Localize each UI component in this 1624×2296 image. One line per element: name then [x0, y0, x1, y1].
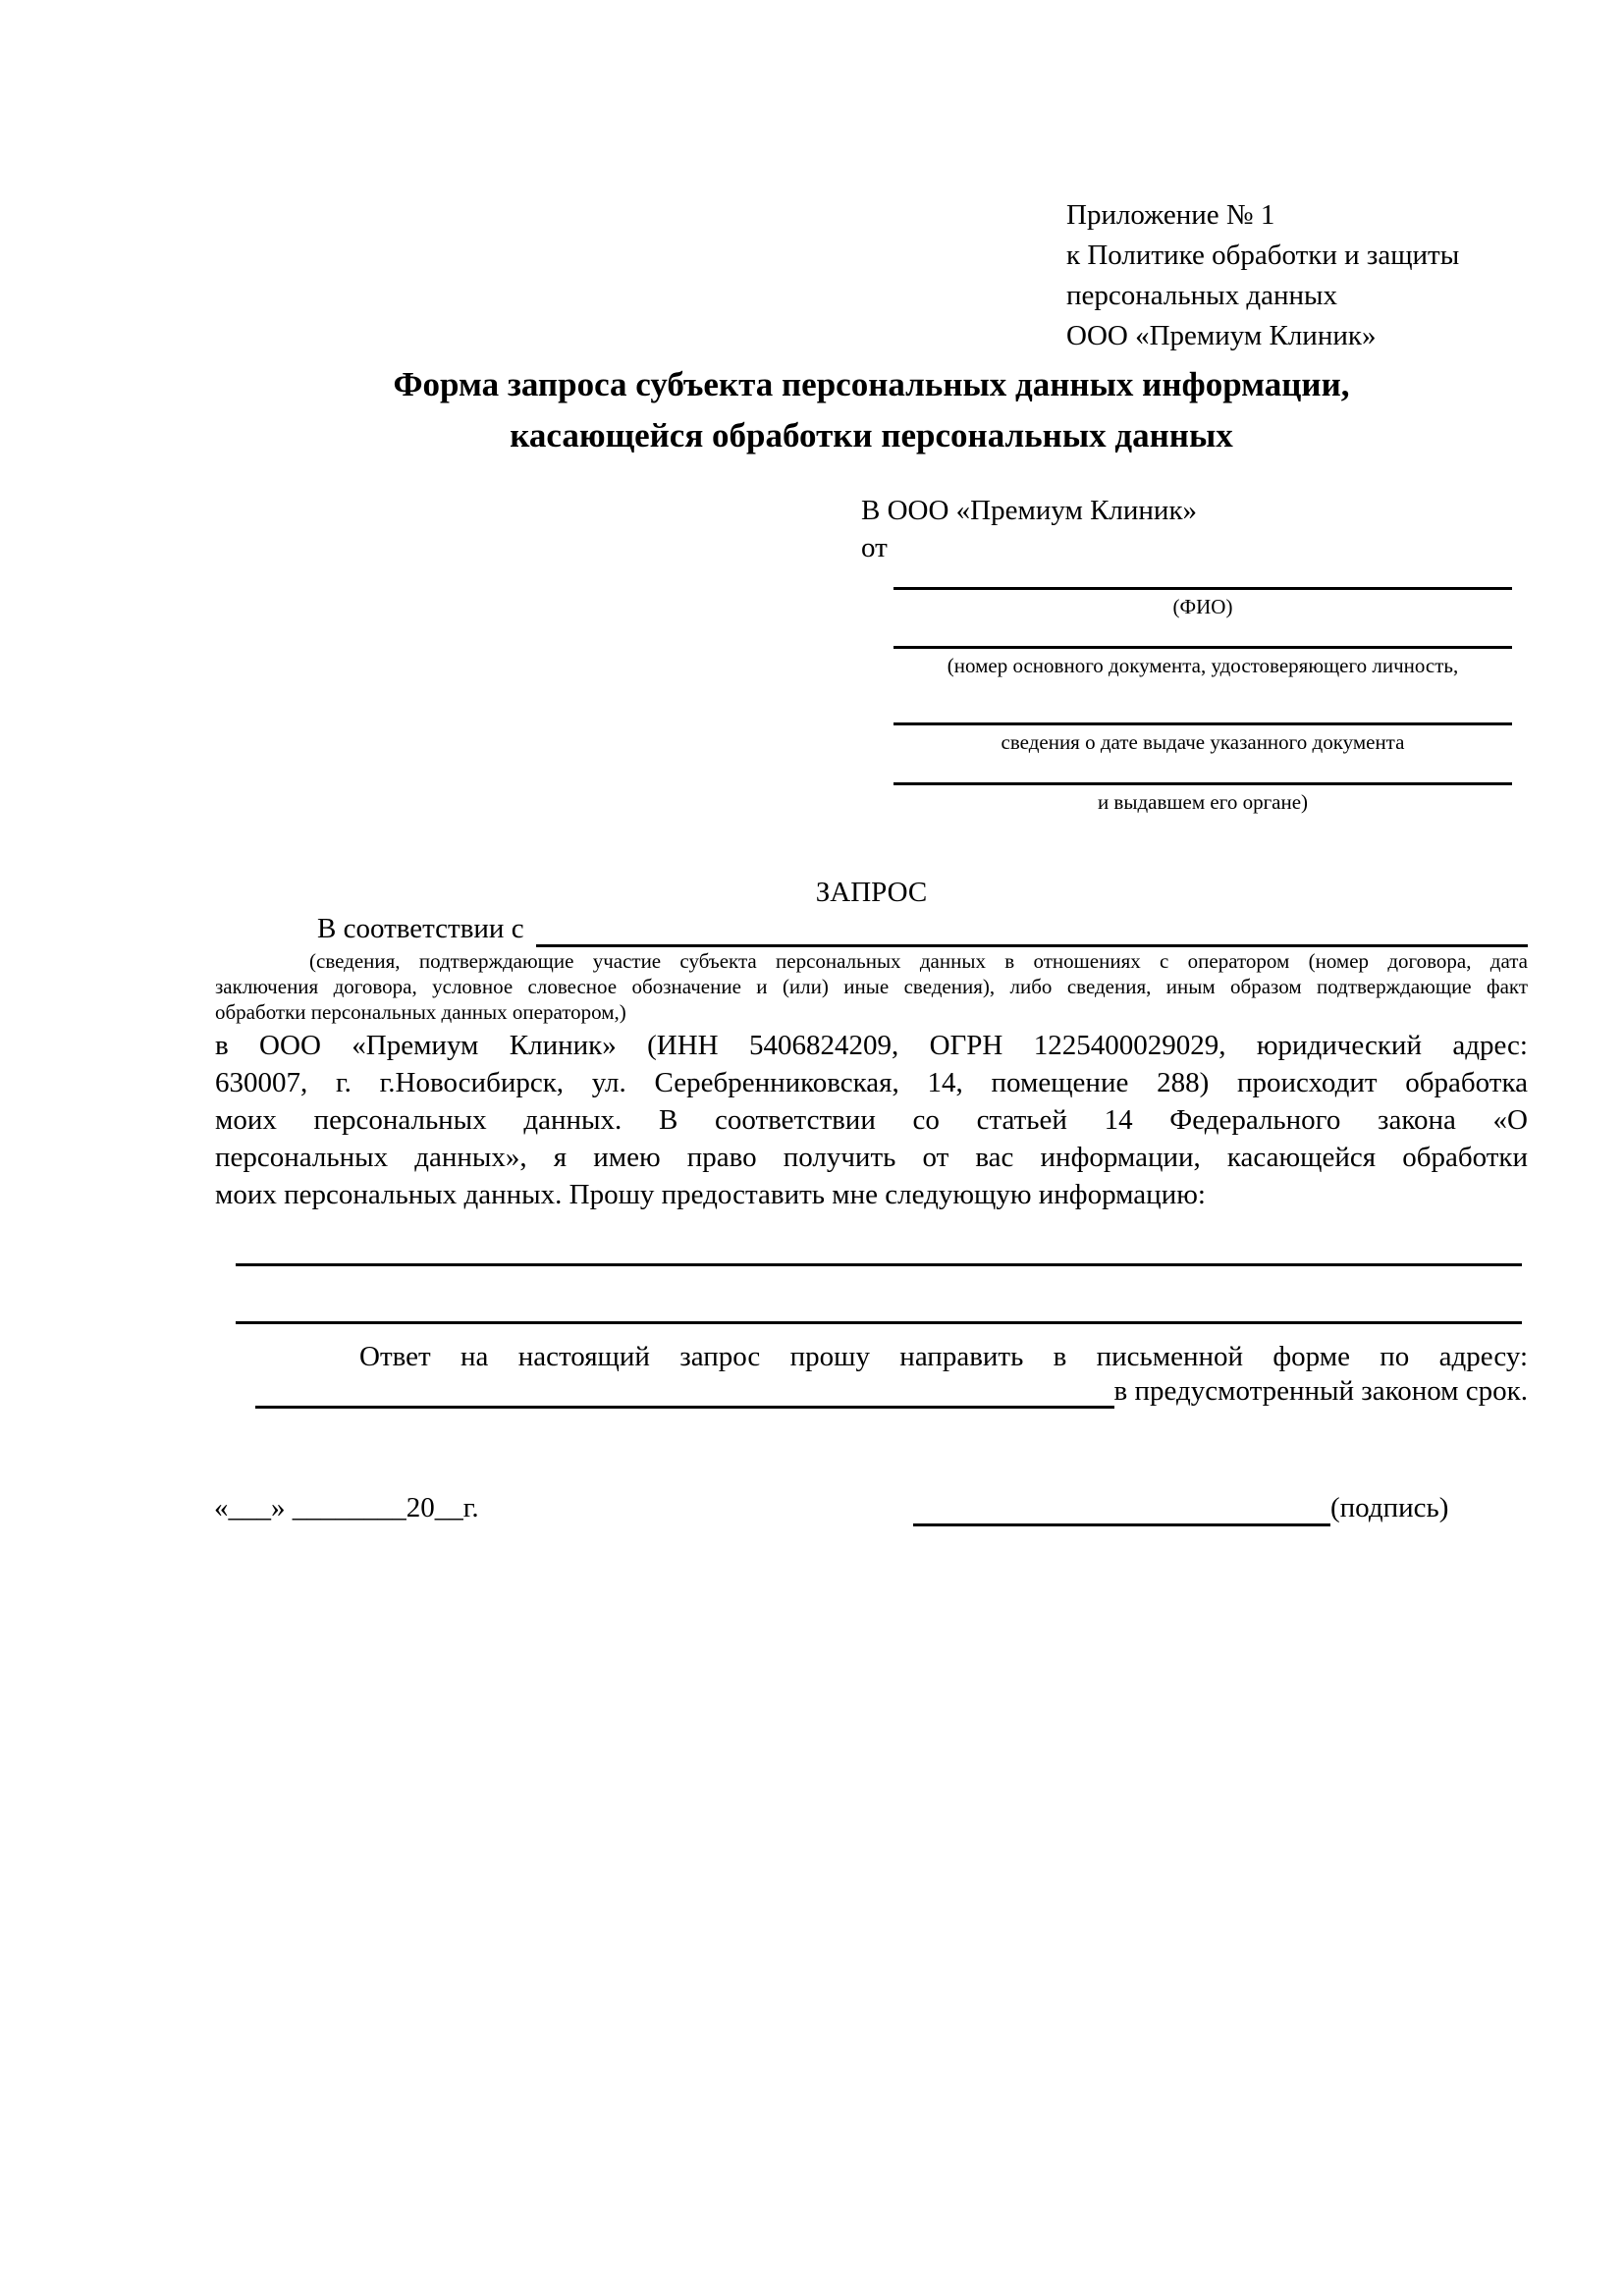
fio-fill-line — [893, 587, 1512, 590]
issuing-authority-field — [893, 782, 1512, 814]
addressee-to: В ООО «Премиум Клиник» — [861, 495, 1198, 526]
intro-prefix: В соответствии с — [317, 913, 524, 944]
appendix-line-2: к Политике обработки и защиты — [1066, 240, 1460, 271]
form-title — [215, 359, 1528, 461]
issuing-authority-caption: и выдавшем его органе) — [1097, 790, 1309, 814]
date-blank-text: «___» ________20__г. — [214, 1492, 479, 1523]
footnote — [215, 948, 1528, 1025]
signature-caption: (подпись) — [1330, 1492, 1449, 1523]
reply-line-2-text: в предусмотренный законом срок. — [1113, 1375, 1528, 1407]
body-line-5: моих персональных данных. Прошу предоставить мне следующую информацию: — [215, 1179, 1206, 1210]
issue-date-fill-line — [893, 722, 1512, 725]
intro-line — [215, 910, 1528, 947]
body-line-3: моих персональных данных. В соответствии со статьей 14 Федерального закона «О — [215, 1104, 1528, 1136]
addressee-from-label: от — [861, 532, 888, 563]
footnote-line-1: (сведения, подтверждающие участие субъекта персональных данных в отношениях с оператором (номер договора, дата — [309, 949, 1528, 973]
footnote-line-2: заключения договора, условное словесное обозначение и (или) иные сведения), либо сведения, иным образом подтверждающие факт — [215, 975, 1528, 998]
footnote-line-3: обработки персональных данных оператором,) — [215, 1000, 626, 1024]
id-document-caption: (номер основного документа, удостоверяющего личность, — [947, 654, 1459, 677]
addressee-block — [861, 492, 1197, 566]
form-title-line-1: Форма запроса субъекта персональных данных информации, — [393, 365, 1350, 403]
request-heading: ЗАПРОС — [815, 877, 928, 908]
issue-date-field — [893, 722, 1512, 754]
form-title-line-2: касающейся обработки персональных данных — [510, 416, 1233, 454]
reply-line-2 — [215, 1373, 1528, 1409]
fio-field — [893, 587, 1512, 618]
blank-fill-line-1 — [236, 1263, 1522, 1266]
fio-caption: (ФИО) — [1172, 595, 1233, 618]
appendix-block — [1066, 195, 1459, 356]
intro-fill-line — [536, 910, 1528, 947]
id-document-fill-line — [893, 646, 1512, 649]
reply-address-fill-line — [255, 1373, 1114, 1409]
issuing-authority-fill-line — [893, 782, 1512, 785]
signature-fill-line — [913, 1489, 1330, 1526]
appendix-line-1: Приложение № 1 — [1066, 199, 1275, 231]
issue-date-caption: сведения о дате выдаче указанного документа — [1001, 730, 1405, 754]
body-line-1: в ООО «Премиум Клиник» (ИНН 5406824209, ОГРН 1225400029029, юридический адрес: — [215, 1030, 1528, 1061]
body-line-4: персональных данных», я имею право получить от вас информации, касающейся обработки — [215, 1142, 1528, 1173]
signature-block — [913, 1489, 1448, 1526]
body-paragraph — [215, 1027, 1528, 1213]
blank-fill-line-2 — [236, 1321, 1522, 1324]
appendix-line-3: персональных данных — [1066, 280, 1338, 311]
body-line-2: 630007, г. г.Новосибирск, ул. Серебренниковская, 14, помещение 288) происходит обработка — [215, 1067, 1528, 1098]
id-document-field — [893, 646, 1512, 677]
reply-line-1: Ответ на настоящий запрос прошу направить в письменной форме по адресу: — [359, 1341, 1528, 1372]
appendix-line-4: ООО «Премиум Клиник» — [1066, 320, 1377, 351]
